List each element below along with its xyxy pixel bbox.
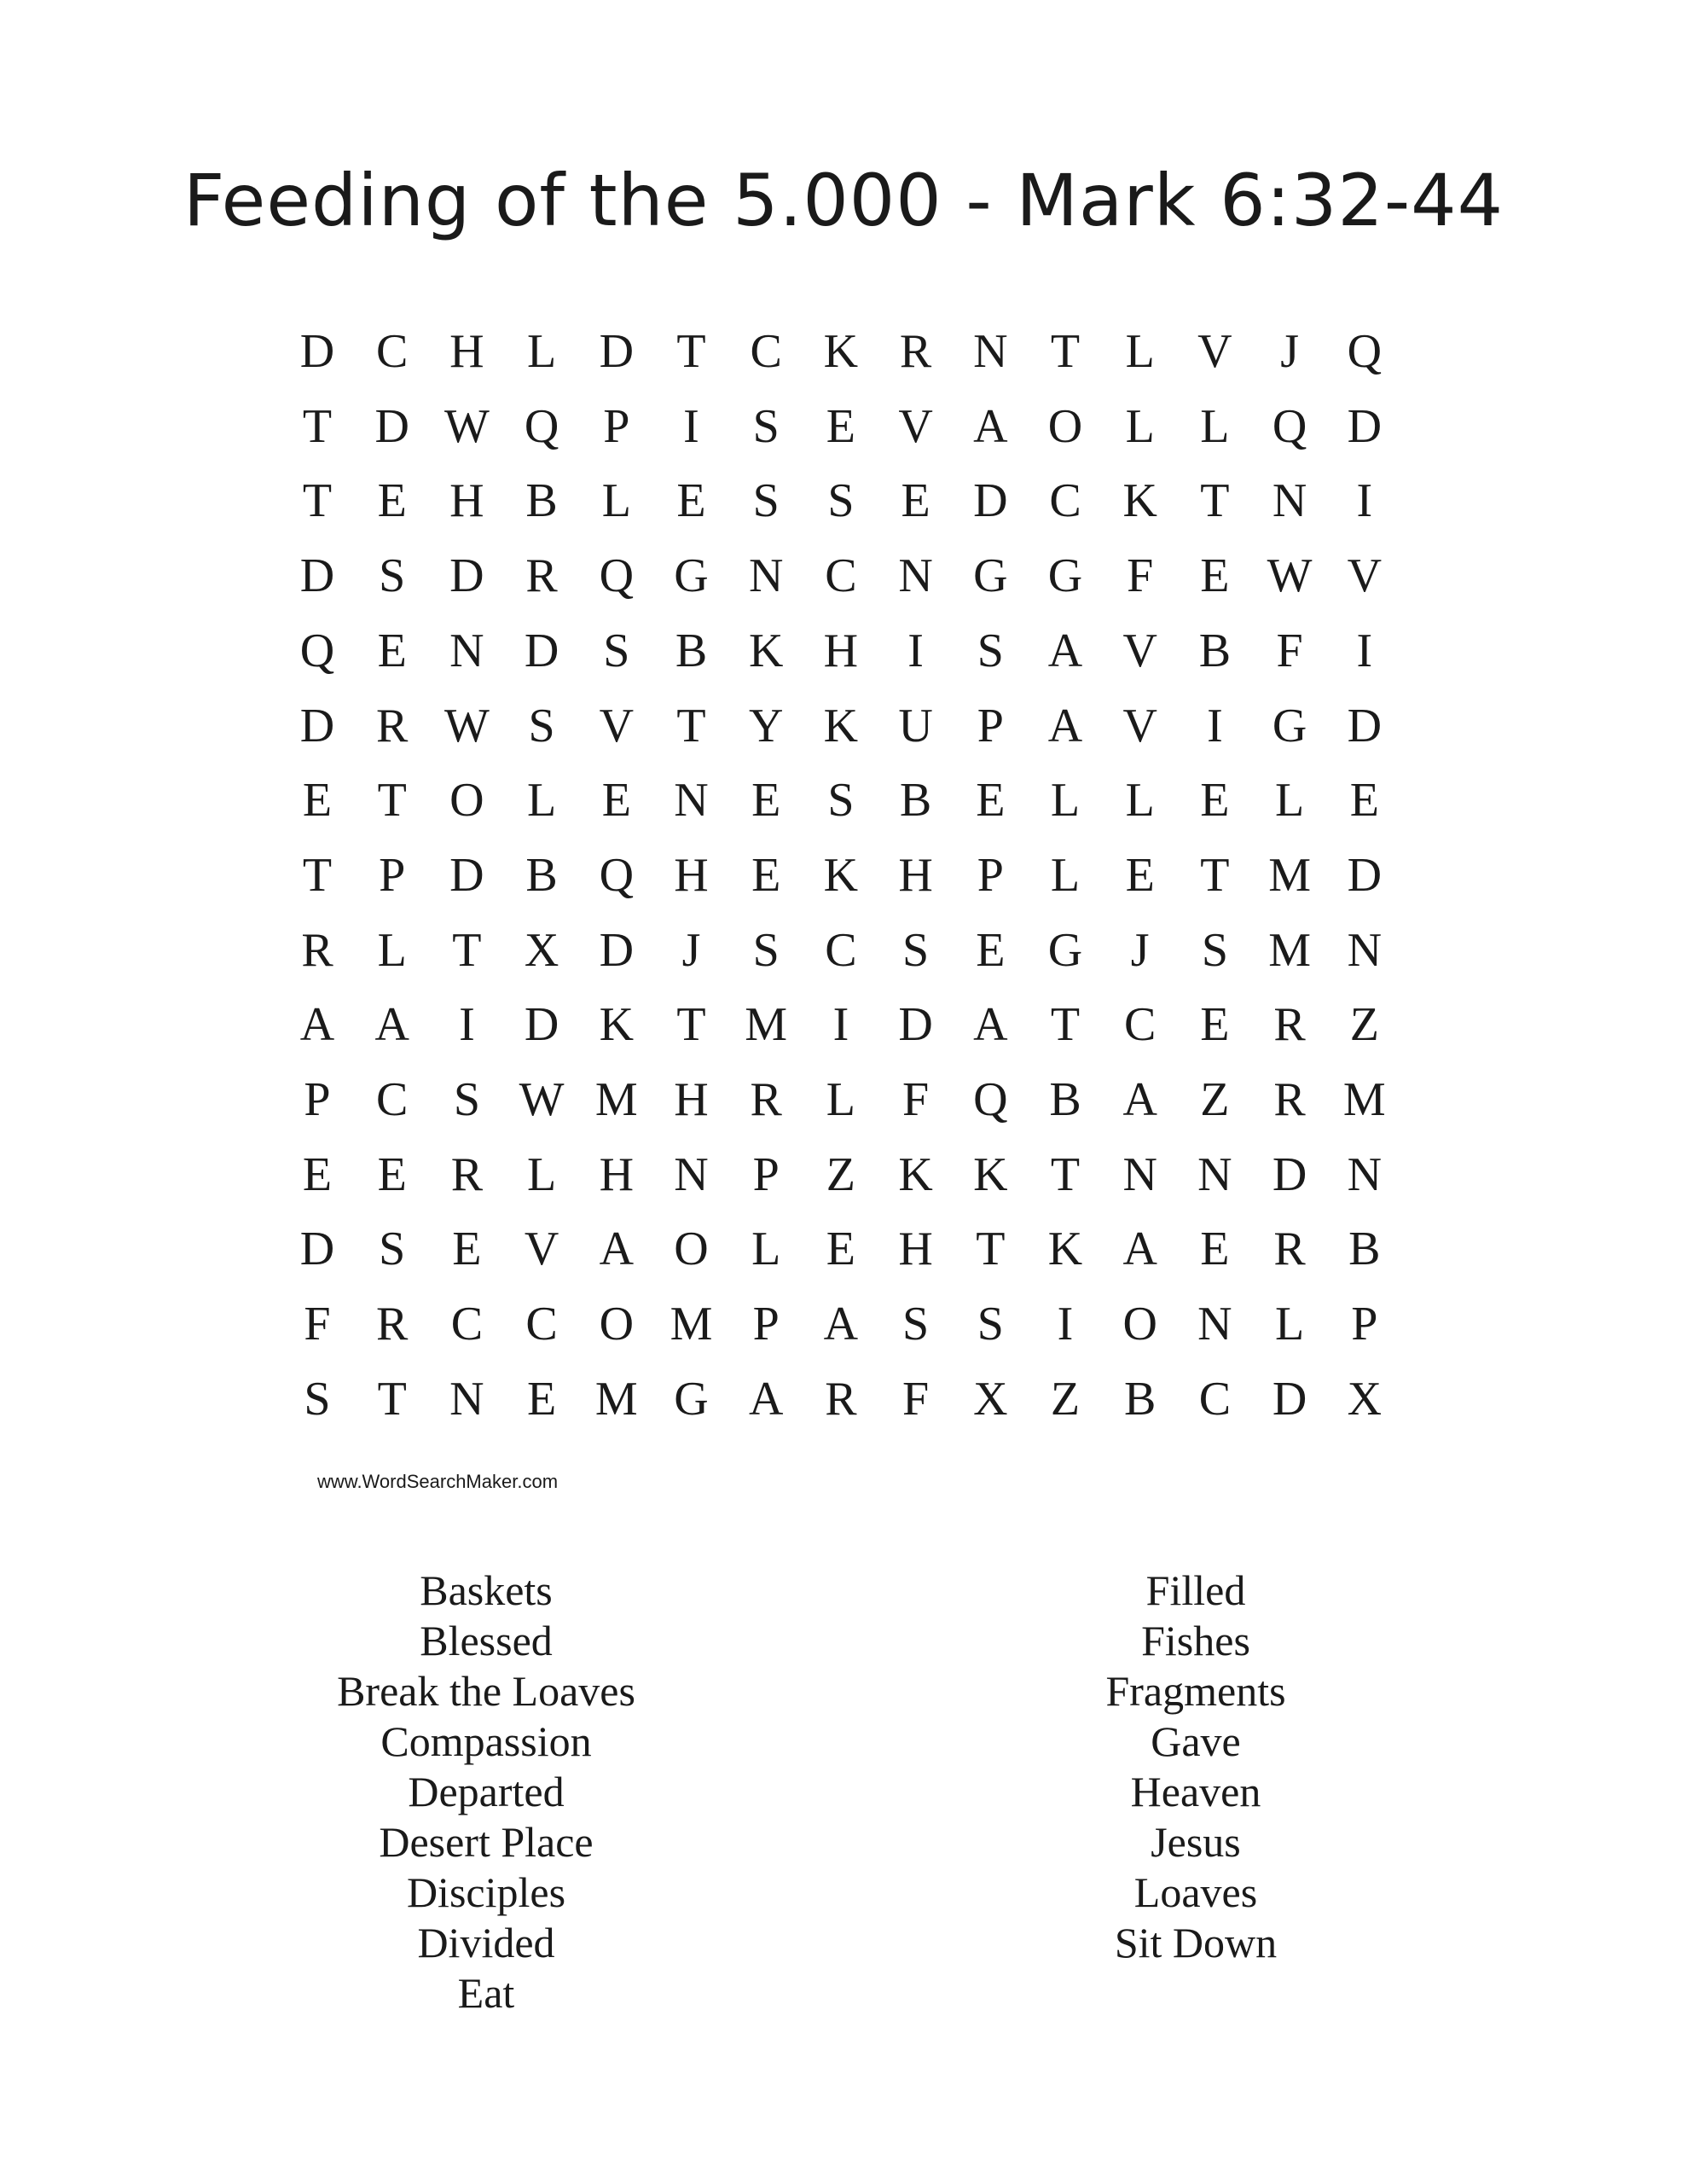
grid-letter: V: [1122, 624, 1157, 677]
grid-letter: E: [526, 1372, 557, 1426]
grid-letter: R: [1273, 1073, 1306, 1126]
grid-letter: P: [977, 848, 1004, 902]
grid-letter: W: [443, 699, 490, 752]
grid-letter: S: [379, 549, 406, 603]
grid-letter: B: [525, 474, 558, 528]
grid-letter: B: [1198, 624, 1232, 677]
grid-letter: Y: [748, 699, 784, 752]
grid-letter: S: [752, 923, 780, 977]
grid-letter: C: [525, 1298, 558, 1351]
grid-letter: V: [1347, 549, 1383, 603]
grid-letter: Q: [1272, 399, 1307, 453]
grid-letter: T: [1050, 998, 1081, 1052]
grid-letter: K: [823, 699, 859, 752]
grid-letter: F: [902, 1372, 930, 1426]
grid-letter: F: [902, 1073, 930, 1126]
grid-letter: A: [599, 1223, 635, 1276]
grid-letter: T: [976, 1223, 1006, 1276]
grid-letter: C: [376, 1073, 409, 1126]
grid-letter: S: [827, 474, 855, 528]
grid-letter: P: [603, 399, 630, 453]
grid-letter: E: [751, 848, 781, 902]
grid-letter: D: [898, 998, 933, 1052]
grid-letter: H: [823, 624, 859, 677]
grid-letter: I: [683, 399, 699, 453]
grid-letter: K: [823, 848, 859, 902]
grid-letter: T: [377, 1372, 407, 1426]
grid-letter: E: [302, 774, 333, 828]
grid-letter: D: [1347, 399, 1383, 453]
grid-letter: N: [1197, 1147, 1232, 1201]
grid-letter: S: [977, 1298, 1004, 1351]
grid-letter: P: [752, 1147, 780, 1201]
grid-letter: S: [902, 1298, 930, 1351]
grid-letter: B: [1124, 1372, 1157, 1426]
grid-letter: S: [528, 699, 555, 752]
grid-letter: S: [1201, 923, 1228, 977]
grid-letter: D: [524, 998, 559, 1052]
grid-letter: D: [1347, 699, 1383, 752]
grid-letter: L: [751, 1223, 781, 1276]
grid-letter: T: [1050, 325, 1081, 378]
grid-letter: F: [1276, 624, 1303, 677]
word-list-item: Gave: [1151, 1717, 1241, 1765]
grid-letter: T: [676, 699, 706, 752]
grid-letter: E: [601, 774, 631, 828]
word-list-item: Filled: [1145, 1566, 1246, 1614]
word-list-item: Eat: [457, 1969, 515, 2017]
grid-letter: R: [899, 325, 932, 378]
grid-letter: P: [304, 1073, 331, 1126]
grid-letter: D: [449, 549, 484, 603]
grid-letter: N: [748, 549, 784, 603]
grid-letter: Q: [299, 624, 335, 677]
word-list-item: Blessed: [420, 1617, 553, 1664]
grid-letter: T: [1200, 848, 1230, 902]
grid-letter: T: [302, 848, 333, 902]
grid-letter: R: [450, 1147, 484, 1201]
grid-letter: B: [1348, 1223, 1381, 1276]
grid-letter: L: [1050, 848, 1081, 902]
word-list-item: Break the Loaves: [337, 1667, 635, 1715]
grid-letter: E: [676, 474, 706, 528]
grid-letter: C: [825, 549, 857, 603]
grid-letter: D: [299, 549, 335, 603]
grid-letter: E: [826, 399, 855, 453]
grid-letter: A: [823, 1298, 859, 1351]
grid-letter: V: [524, 1223, 559, 1276]
grid-letter: B: [675, 624, 708, 677]
grid-letter: L: [377, 923, 407, 977]
grid-letter: B: [1049, 1073, 1081, 1126]
grid-letter: M: [594, 1073, 638, 1126]
grid-letter: V: [898, 399, 933, 453]
grid-letter: G: [674, 1372, 709, 1426]
grid-letter: D: [374, 399, 409, 453]
grid-letter: E: [1125, 848, 1155, 902]
grid-letter: F: [1127, 549, 1154, 603]
grid-letter: K: [1047, 1223, 1083, 1276]
grid-letter: X: [524, 923, 559, 977]
grid-letter: Z: [826, 1147, 855, 1201]
grid-letter: T: [302, 474, 333, 528]
grid-letter: O: [1122, 1298, 1157, 1351]
grid-letter: I: [1057, 1298, 1074, 1351]
grid-letter: L: [526, 1147, 557, 1201]
grid-letter: E: [452, 1223, 482, 1276]
grid-letter: G: [973, 549, 1008, 603]
grid-letter: C: [450, 1298, 484, 1351]
grid-letter: E: [976, 774, 1006, 828]
grid-letter: E: [377, 1147, 407, 1201]
grid-letter: P: [1351, 1298, 1378, 1351]
grid-letter: D: [599, 923, 635, 977]
grid-letter: K: [748, 624, 784, 677]
grid-letter: C: [1124, 998, 1157, 1052]
grid-letter: P: [752, 1298, 780, 1351]
grid-letter: X: [973, 1372, 1008, 1426]
grid-letter: D: [1347, 848, 1383, 902]
grid-letter: K: [898, 1147, 933, 1201]
grid-letter: N: [1272, 474, 1307, 528]
grid-letter: F: [304, 1298, 331, 1351]
grid-letter: D: [449, 848, 484, 902]
grid-letter: H: [599, 1147, 635, 1201]
grid-letter: E: [751, 774, 781, 828]
grid-letter: R: [376, 699, 409, 752]
grid-letter: A: [973, 998, 1008, 1052]
grid-letter: L: [1050, 774, 1081, 828]
grid-letter: Z: [1200, 1073, 1230, 1126]
grid-letter: N: [973, 325, 1008, 378]
grid-letter: N: [674, 774, 709, 828]
watermark-url: www.WordSearchMaker.com: [317, 1471, 559, 1492]
grid-letter: C: [1198, 1372, 1232, 1426]
grid-letter: D: [1272, 1147, 1307, 1201]
grid-letter: Z: [1050, 1372, 1081, 1426]
grid-letter: I: [459, 998, 475, 1052]
grid-letter: G: [1047, 923, 1083, 977]
grid-letter: R: [525, 549, 558, 603]
grid-letter: L: [1274, 1298, 1305, 1351]
grid-letter: I: [1356, 624, 1373, 677]
word-list-item: Fishes: [1141, 1617, 1250, 1664]
grid-letter: A: [1047, 624, 1083, 677]
grid-letter: N: [1122, 1147, 1157, 1201]
word-list-item: Baskets: [420, 1566, 553, 1614]
grid-letter: B: [899, 774, 932, 828]
grid-letter: D: [1272, 1372, 1307, 1426]
grid-letter: M: [1342, 1073, 1386, 1126]
grid-letter: I: [832, 998, 849, 1052]
grid-letter: M: [745, 998, 788, 1052]
word-list-item: Loaves: [1133, 1868, 1258, 1916]
word-list-item: Divided: [417, 1919, 555, 1966]
grid-letter: L: [1125, 325, 1155, 378]
grid-letter: X: [1347, 1372, 1383, 1426]
grid-letter: V: [599, 699, 635, 752]
grid-letter: O: [1047, 399, 1083, 453]
grid-letter: Q: [599, 848, 635, 902]
word-list-left: [230, 1565, 742, 2018]
grid-letter: E: [377, 474, 407, 528]
grid-letter: J: [1130, 923, 1150, 977]
grid-letter: S: [752, 399, 780, 453]
grid-letter: C: [1049, 474, 1081, 528]
grid-letter: K: [1122, 474, 1157, 528]
grid-letter: H: [449, 474, 484, 528]
grid-letter: E: [976, 923, 1006, 977]
grid-letter: M: [1268, 923, 1311, 977]
grid-letter: I: [1356, 474, 1373, 528]
grid-letter: M: [1268, 848, 1311, 902]
grid-letter: A: [299, 998, 335, 1052]
grid-letter: W: [443, 399, 490, 453]
grid-letter: Q: [1347, 325, 1383, 378]
grid-letter: A: [973, 399, 1008, 453]
grid-letter: E: [302, 1147, 333, 1201]
grid-letter: S: [379, 1223, 406, 1276]
grid-letter: A: [374, 998, 409, 1052]
grid-letter: H: [674, 848, 709, 902]
word-list-item: Departed: [408, 1768, 565, 1815]
grid-letter: M: [594, 1372, 638, 1426]
grid-letter: S: [453, 1073, 480, 1126]
grid-letter: T: [676, 998, 706, 1052]
grid-letter: D: [524, 624, 559, 677]
grid-letter: Z: [1349, 998, 1379, 1052]
grid-letter: I: [907, 624, 924, 677]
grid-letter: R: [825, 1372, 857, 1426]
grid-letter: Q: [973, 1073, 1008, 1126]
word-list-item: Fragments: [1105, 1667, 1286, 1715]
grid-letter: W: [519, 1073, 565, 1126]
grid-letter: E: [1200, 998, 1230, 1052]
word-list-item: Sit Down: [1114, 1919, 1278, 1966]
word-list-right: [940, 1565, 1452, 1968]
grid-letter: E: [901, 474, 930, 528]
grid-letter: L: [1125, 774, 1155, 828]
word-list-item: Desert Place: [379, 1818, 594, 1866]
grid-letter: T: [1200, 474, 1230, 528]
grid-letter: T: [1050, 1147, 1081, 1201]
grid-letter: O: [599, 1298, 635, 1351]
grid-letter: U: [898, 699, 933, 752]
grid-letter: S: [603, 624, 630, 677]
word-list-item: Heaven: [1130, 1768, 1261, 1815]
grid-letter: G: [674, 549, 709, 603]
grid-letter: T: [452, 923, 482, 977]
grid-letter: E: [826, 1223, 855, 1276]
grid-letter: B: [525, 848, 558, 902]
grid-letter: N: [898, 549, 933, 603]
grid-letter: T: [302, 399, 333, 453]
grid-letter: W: [1267, 549, 1313, 603]
grid-letter: S: [304, 1372, 331, 1426]
grid-letter: D: [299, 1223, 335, 1276]
grid-letter: E: [1200, 774, 1230, 828]
grid-letter: S: [752, 474, 780, 528]
grid-letter: H: [674, 1073, 709, 1126]
grid-letter: V: [1197, 325, 1232, 378]
grid-letter: J: [1280, 325, 1299, 378]
grid-letter: C: [376, 325, 409, 378]
grid-letter: E: [1349, 774, 1379, 828]
grid-letter: L: [1274, 774, 1305, 828]
grid-letter: J: [681, 923, 701, 977]
grid-letter: A: [1047, 699, 1083, 752]
grid-letter: H: [449, 325, 484, 378]
grid-letter: T: [676, 325, 706, 378]
grid-letter: M: [670, 1298, 713, 1351]
grid-letter: N: [449, 624, 484, 677]
grid-letter: R: [1273, 1223, 1306, 1276]
grid-letter: D: [973, 474, 1008, 528]
grid-letter: I: [1207, 699, 1223, 752]
word-list-item: Disciples: [406, 1868, 566, 1916]
grid-letter: R: [301, 923, 333, 977]
grid-letter: N: [1347, 923, 1383, 977]
grid-letter: O: [449, 774, 484, 828]
grid-letter: K: [973, 1147, 1008, 1201]
grid-letter: A: [748, 1372, 784, 1426]
page-title: Feeding of the 5.000 - Mark 6:32-44: [183, 159, 1504, 242]
grid-letter: S: [977, 624, 1004, 677]
grid-letter: E: [377, 624, 407, 677]
grid-letter: P: [977, 699, 1004, 752]
grid-letter: G: [1272, 699, 1307, 752]
grid-letter: C: [750, 325, 782, 378]
grid-letter: O: [674, 1223, 709, 1276]
grid-letter: H: [898, 848, 933, 902]
grid-letter: D: [299, 699, 335, 752]
grid-letter: P: [379, 848, 406, 902]
grid-letter: N: [674, 1147, 709, 1201]
grid-letter: N: [1347, 1147, 1383, 1201]
grid-letter: Q: [599, 549, 635, 603]
grid-letter: H: [898, 1223, 933, 1276]
word-list-item: Compassion: [380, 1717, 592, 1765]
grid-letter: C: [825, 923, 857, 977]
grid-letter: D: [599, 325, 635, 378]
grid-letter: L: [1200, 399, 1230, 453]
grid-letter: A: [1122, 1073, 1157, 1126]
grid-letter: L: [826, 1073, 855, 1126]
grid-letter: D: [299, 325, 335, 378]
grid-letter: E: [1200, 1223, 1230, 1276]
grid-letter: S: [827, 774, 855, 828]
grid-letter: N: [1197, 1298, 1232, 1351]
grid-letter: L: [526, 325, 557, 378]
grid-letter: G: [1047, 549, 1083, 603]
grid-letter: S: [902, 923, 930, 977]
grid-letter: L: [601, 474, 631, 528]
grid-letter: N: [449, 1372, 484, 1426]
grid-letter: R: [750, 1073, 782, 1126]
grid-letter: E: [1200, 549, 1230, 603]
grid-letter: K: [599, 998, 635, 1052]
grid-letter: R: [376, 1298, 409, 1351]
grid-letter: K: [823, 325, 859, 378]
grid-letter: L: [1125, 399, 1155, 453]
grid-letter: A: [1122, 1223, 1157, 1276]
word-list-item: Jesus: [1151, 1818, 1241, 1866]
grid-letter: V: [1122, 699, 1157, 752]
grid-letter: R: [1273, 998, 1306, 1052]
grid-letter: L: [526, 774, 557, 828]
grid-letter: T: [377, 774, 407, 828]
grid-letter: Q: [524, 399, 559, 453]
